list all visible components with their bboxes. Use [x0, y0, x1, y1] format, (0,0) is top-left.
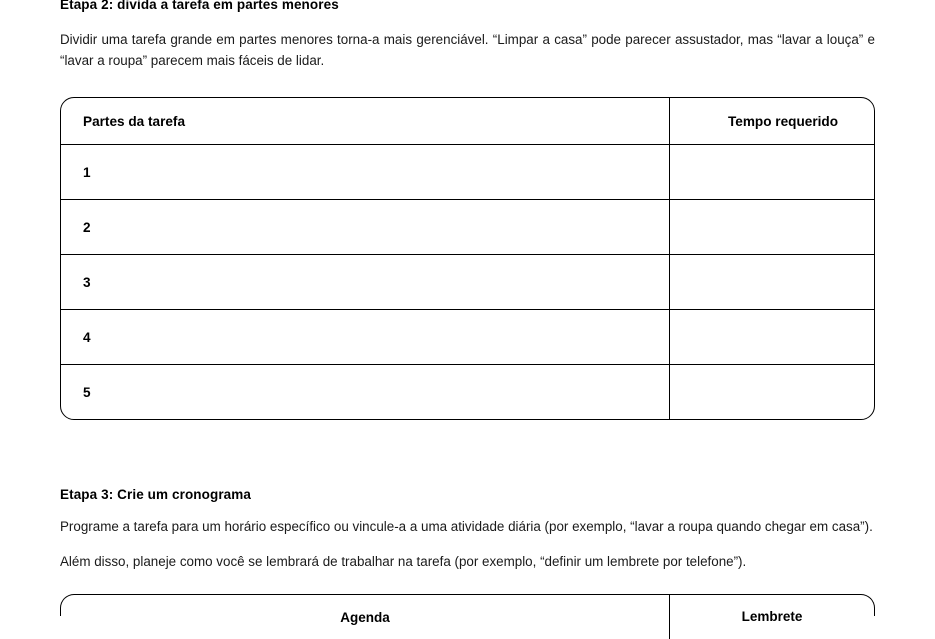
row-number: 3 — [83, 274, 91, 290]
step3-paragraph-1: Programe a tarefa para um horário específico ou vincule-a a uma atividade diária (por exemplo, “lavar a roupa quando chegar em casa”). — [60, 519, 873, 534]
row-number-cell — [61, 200, 669, 254]
header-label-time: Tempo requerido — [727, 113, 839, 129]
table-row — [61, 254, 874, 309]
table-header-row — [61, 98, 874, 144]
task-parts-table-wrapper — [60, 97, 875, 420]
row-number: 2 — [83, 219, 91, 235]
table-row — [61, 144, 874, 199]
row-time-cell[interactable] — [669, 365, 874, 419]
row-number: 1 — [83, 164, 91, 180]
step3-paragraph-2: Além disso, planeje como você se lembrará de trabalhar na tarefa (por exemplo, “definir um lembrete por telefone”). — [60, 553, 747, 569]
schedule-table-header-row — [61, 595, 874, 639]
row-time-cell[interactable] — [669, 310, 874, 364]
row-number: 5 — [83, 384, 91, 400]
step2-heading-wrapper — [60, 0, 875, 10]
task-parts-table — [60, 97, 875, 420]
table-row — [61, 364, 874, 419]
table-row — [61, 309, 874, 364]
row-number-cell — [61, 365, 669, 419]
section-gap — [60, 420, 875, 486]
row-time-cell[interactable] — [669, 200, 874, 254]
header-label-parts: Partes da tarefa — [83, 113, 186, 129]
step3-heading: Etapa 3: Crie um cronograma — [60, 487, 252, 502]
row-time-cell[interactable] — [669, 255, 874, 309]
header-label-reminder: Lembrete — [669, 595, 874, 639]
header-cell-time — [669, 98, 874, 144]
row-number: 4 — [83, 329, 91, 345]
header-cell-parts — [61, 98, 669, 144]
row-number-cell — [61, 310, 669, 364]
row-time-cell[interactable] — [669, 145, 874, 199]
row-number-cell — [61, 145, 669, 199]
row-number-cell — [61, 255, 669, 309]
step2-heading: Etapa 2: divida a tarefa em partes menores — [60, 0, 339, 12]
table-row — [61, 199, 874, 254]
step2-paragraph: Dividir uma tarefa grande em partes menores torna-a mais gerenciável. “Limpar a casa” pode parecer assustador, mas “lavar a louça” e “lavar a roupa” parecem mais fáceis de lidar. — [60, 32, 875, 68]
header-label-schedule: Agenda — [340, 609, 390, 625]
schedule-table — [60, 594, 875, 625]
